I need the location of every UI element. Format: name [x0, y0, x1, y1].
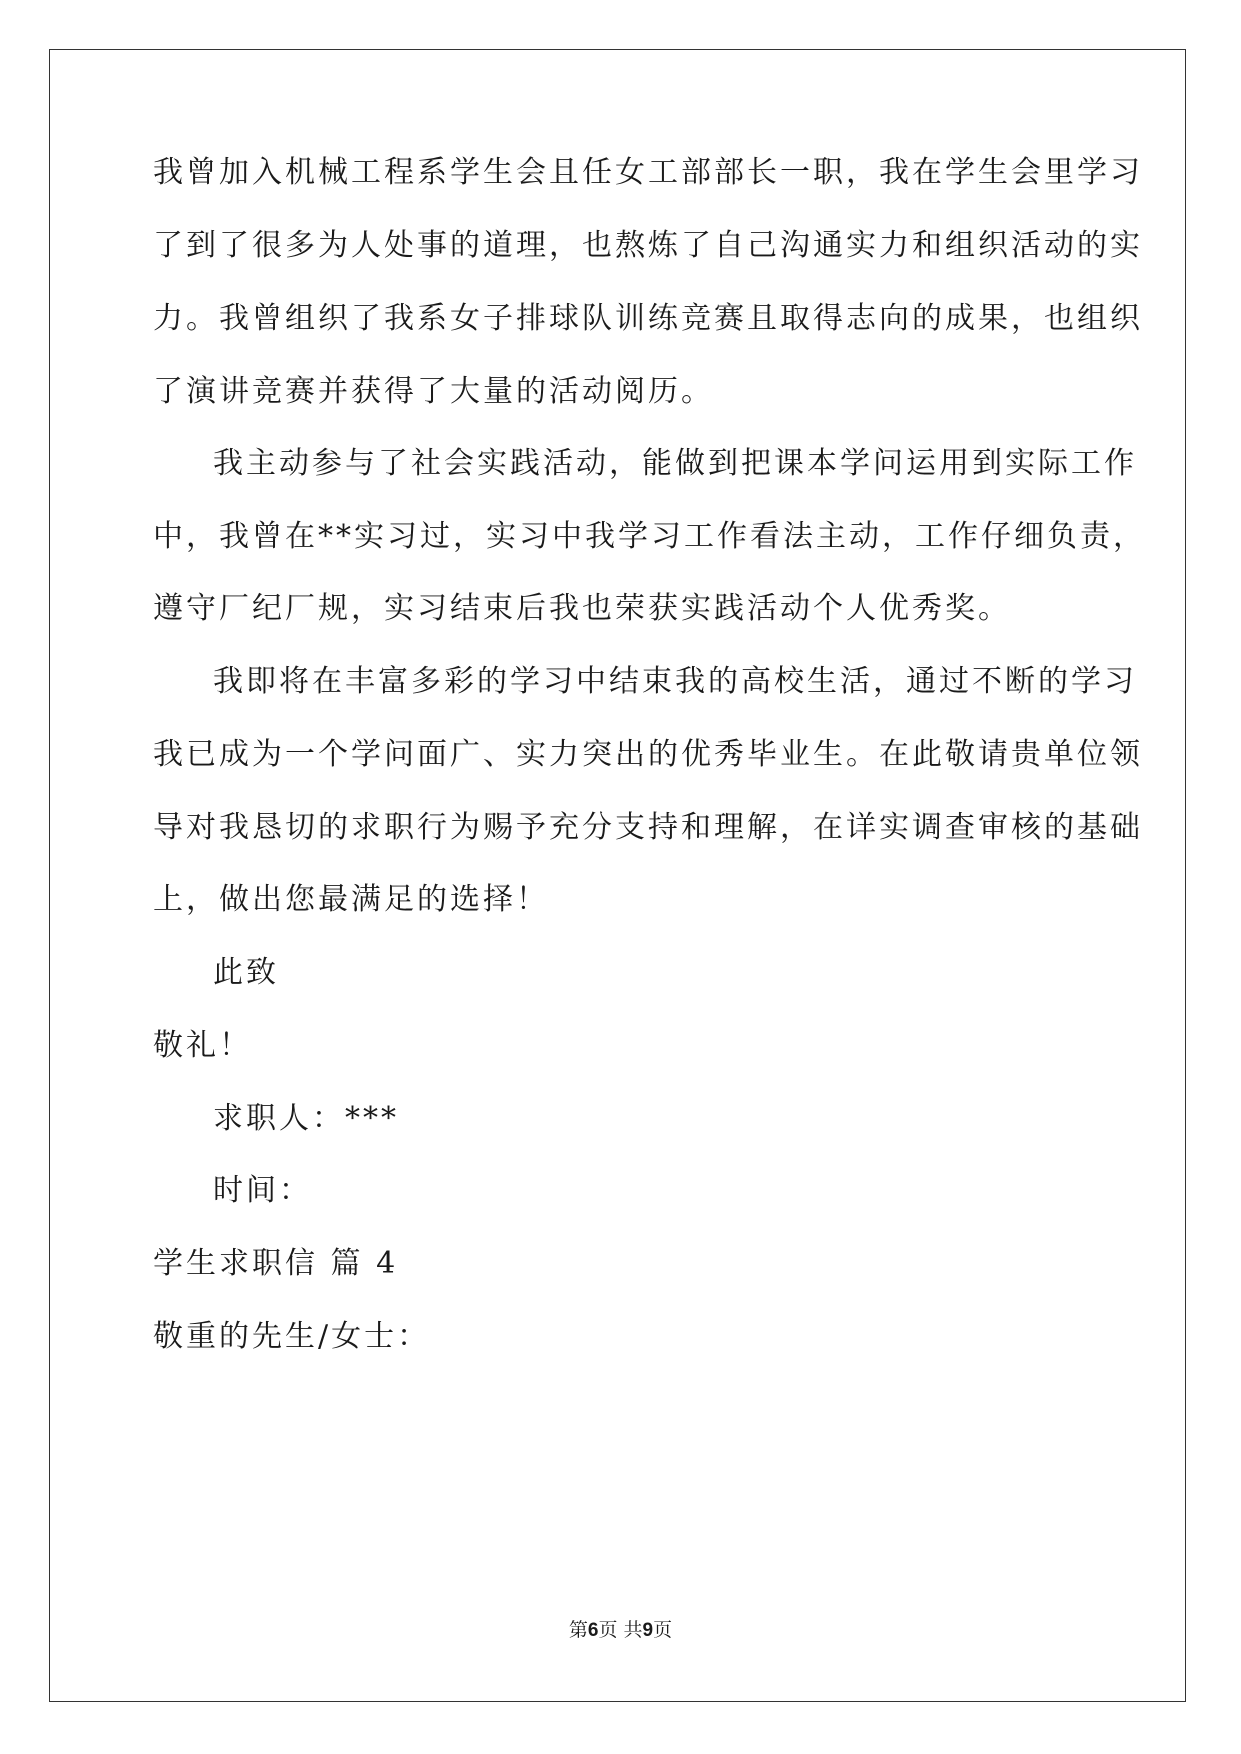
paragraph-line: 我曾加入机械工程系学生会且任女工部部长一职，我在学生会里学习: [153, 155, 1143, 190]
paragraph-line: 我即将在丰富多彩的学习中结束我的高校生活，通过不断的学习: [213, 664, 1137, 699]
paragraph-line: 中，我曾在**实习过，实习中我学习工作看法主动，工作仔细负责，: [153, 519, 1146, 554]
closing-salutation: 此致: [213, 955, 279, 990]
closing-regards: 敬礼！: [153, 1028, 252, 1063]
page-suffix: 页: [653, 1619, 673, 1641]
paragraph-line: 了到了很多为人处事的道理，也熬炼了自己沟通实力和组织活动的实: [153, 228, 1143, 263]
paragraph-line: 我已成为一个学问面广、实力突出的优秀毕业生。在此敬请贵单位领: [153, 737, 1143, 772]
section-heading: 学生求职信 篇 4: [153, 1246, 399, 1281]
paragraph-line: 导对我恳切的求职行为赐予充分支持和理解，在详实调查审核的基础: [153, 810, 1143, 845]
paragraph-line: 力。我曾组织了我系女子排球队训练竞赛且取得志向的成果，也组织: [153, 301, 1143, 336]
paragraph-line: 遵守厂纪厂规，实习结束后我也荣获实践活动个人优秀奖。: [153, 591, 1011, 626]
page-prefix: 第: [568, 1619, 588, 1641]
paragraph-line: 上，做出您最满足的选择！: [153, 882, 549, 917]
date-line: 时间：: [213, 1173, 312, 1208]
paragraph-line: 了演讲竞赛并获得了大量的活动阅历。: [153, 374, 714, 409]
greeting-line: 敬重的先生/女士：: [153, 1319, 431, 1354]
page-mid: 页 共: [598, 1619, 643, 1641]
current-page-number: 6: [587, 1620, 599, 1641]
applicant-signature: 求职人：***: [213, 1101, 399, 1136]
page-footer: [0, 1618, 1241, 1643]
page-border: [49, 49, 1186, 1702]
paragraph-line: 我主动参与了社会实践活动，能做到把课本学问运用到实际工作: [213, 446, 1137, 481]
total-page-number: 9: [642, 1620, 654, 1641]
